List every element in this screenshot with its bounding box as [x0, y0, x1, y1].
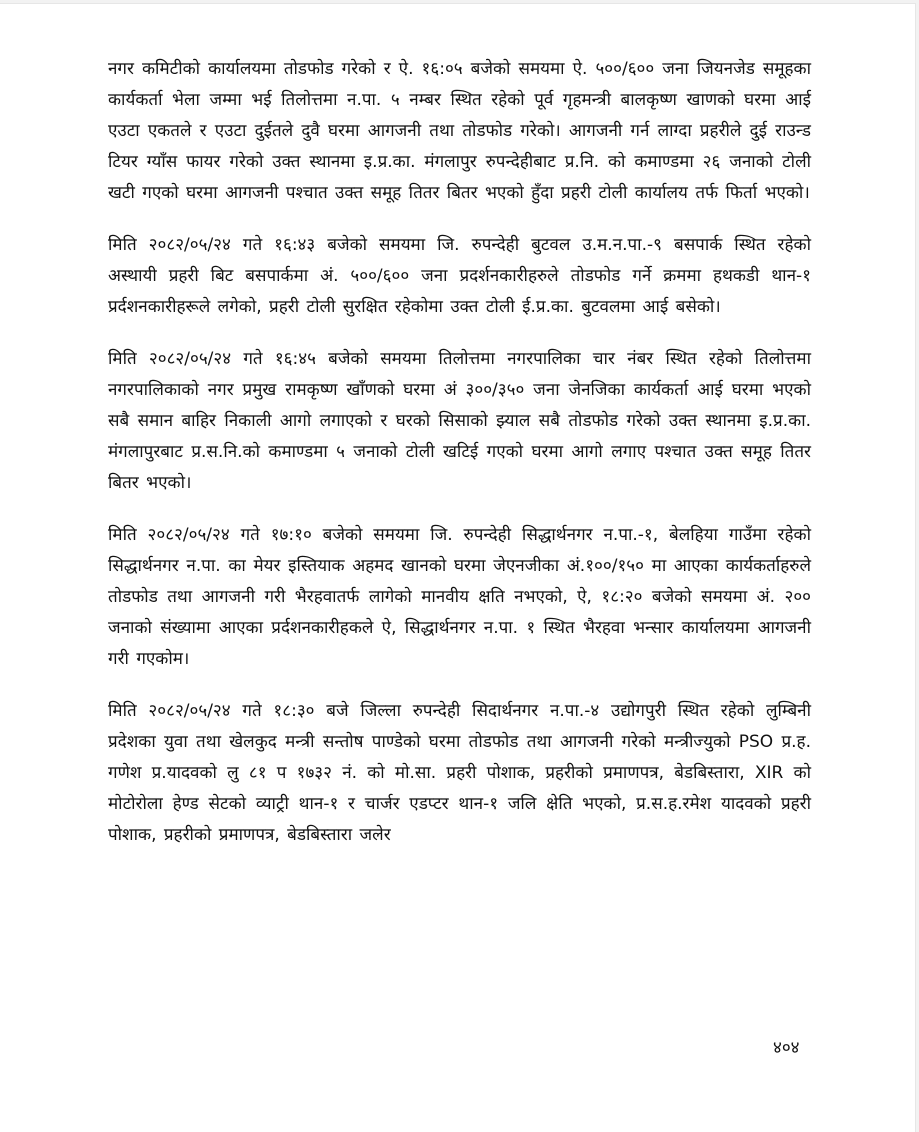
paragraph-house-arson-balkrishna: नगर कमिटीको कार्यालयमा तोडफोड गरेको र ऐ. १६:०५ बजेको समयमा ऐ. ५००/६०० जना जियनजेड समूहका कार्यकर्ता भेला जम्मा भई तिलोत्तमा न.पा. ५ नम्बर स्थित रहेको पूर्व गृहमन्त्री बालकृष्ण खाणको घरमा आई एउटा एकतले र एउटा दुईतले दुवै घरमा आगजनी तथा तोडफोड गरेको। आगजनी गर्न लाग्दा प्रहरीले दुई राउन्ड टियर ग्याँस फायर गरेको उक्त स्थानमा इ.प्र.का. मंगलापुर रुपन्देहीबाट प्र.नि. को कमाण्डमा २६ जनाको टोली खटी गएको घरमा आगजनी पश्चात उक्त समूह तितर बितर भएको हुँदा प्रहरी टोली कार्यालय तर्फ फिर्ता भएको।	[108, 59, 811, 203]
paragraph-minister-house: मिति २०८२/०५/२४ गते १८:३० बजे जिल्ला रुपन्देही सिदार्थनगर न.पा.-४ उद्योगपुरी स्थित रहेको लुम्बिनी प्रदेशका युवा तथा खेलकुद मन्त्री सन्तोष पाण्डेको घरमा तोडफोड तथा आगजनी गरेको मन्त्रीज्युको PSO प्र.ह. गणेश प्र.यादवको लु ८१ प १७३२ नं. को मो.सा. प्रहरी पोशाक, प्रहरीको प्रमाणपत्र, बेडबिस्तारा, XIR को मोटोरोला हेण्ड सेटको व्याट्री थान-१ र चार्जर एडप्टर थान-१ जलि क्षेति भएको, प्र.स.ह.रमेश यादवको प्रहरी पोशाक, प्रहरीको प्रमाणपत्र, बेडबिस्तारा जलेर	[108, 701, 811, 845]
document-page	[0, 3, 916, 1132]
document-body	[108, 54, 811, 872]
paragraph-tilottama-mayor: मिति २०८२/०५/२४ गते १६:४५ बजेको समयमा तिलोत्तमा नगरपालिका चार नंबर स्थित रहेको तिलोत्तमा नगरपालिकाको नगर प्रमुख रामकृष्ण खाँणको घरमा अं ३००/३५० जना जेनजिका कार्यकर्ता आई घरमा भएको सबै समान बाहिर निकाली आगो लगाएको र घरको सिसाको झ्याल सबै तोडफोड गरेको उक्त स्थानमा इ.प्र.का. मंगलापुरबाट प्र.स.नि.को कमाण्डमा ५ जनाको टोली खटिई गएको घरमा आगो लगाए पश्चात उक्त समूह तितर बितर भएको।	[108, 349, 811, 493]
page-number: ४०४	[773, 1038, 800, 1058]
paragraph-siddharthanagar-mayor: मिति २०८२/०५/२४ गते १७:१० बजेको समयमा जि. रुपन्देही सिद्धार्थनगर न.पा.-१, बेलहिया गाउँमा रहेको सिद्धार्थनगर न.पा. का मेयर इस्तियाक अहमद खानको घरमा जेएनजीका अं.१००/१५० मा आएका कार्यकर्ताहरुले तोडफोड तथा आगजनी गरी भैरहवातर्फ लागेको मानवीय क्षति नभएको, ऐ, १८:२० बजेको समयमा अं. २०० जनाको संख्यामा आएका प्रर्दशनकारीहकले ऐ, सिद्धार्थनगर न.पा. १ स्थित भैरहवा भन्सार कार्यालयमा आगजनी गरी गएकोम।	[108, 525, 811, 669]
paragraph-butwal-buspark: मिति २०८२/०५/२४ गते १६:४३ बजेको समयमा जि. रुपन्देही बुटवल उ.म.न.पा.-९ बसपार्क स्थित रहेको अस्थायी प्रहरी बिट बसपार्कमा अं. ५००/६०० जना प्रदर्शनकारीहरुले तोडफोड गर्ने क्रममा हथकडी थान-१ प्रर्दशनकारीहरूले लगेको, प्रहरी टोली सुरक्षित रहेकोमा उक्त टोली ई.प्र.का. बुटवलमा आई बसेको।	[108, 235, 811, 317]
